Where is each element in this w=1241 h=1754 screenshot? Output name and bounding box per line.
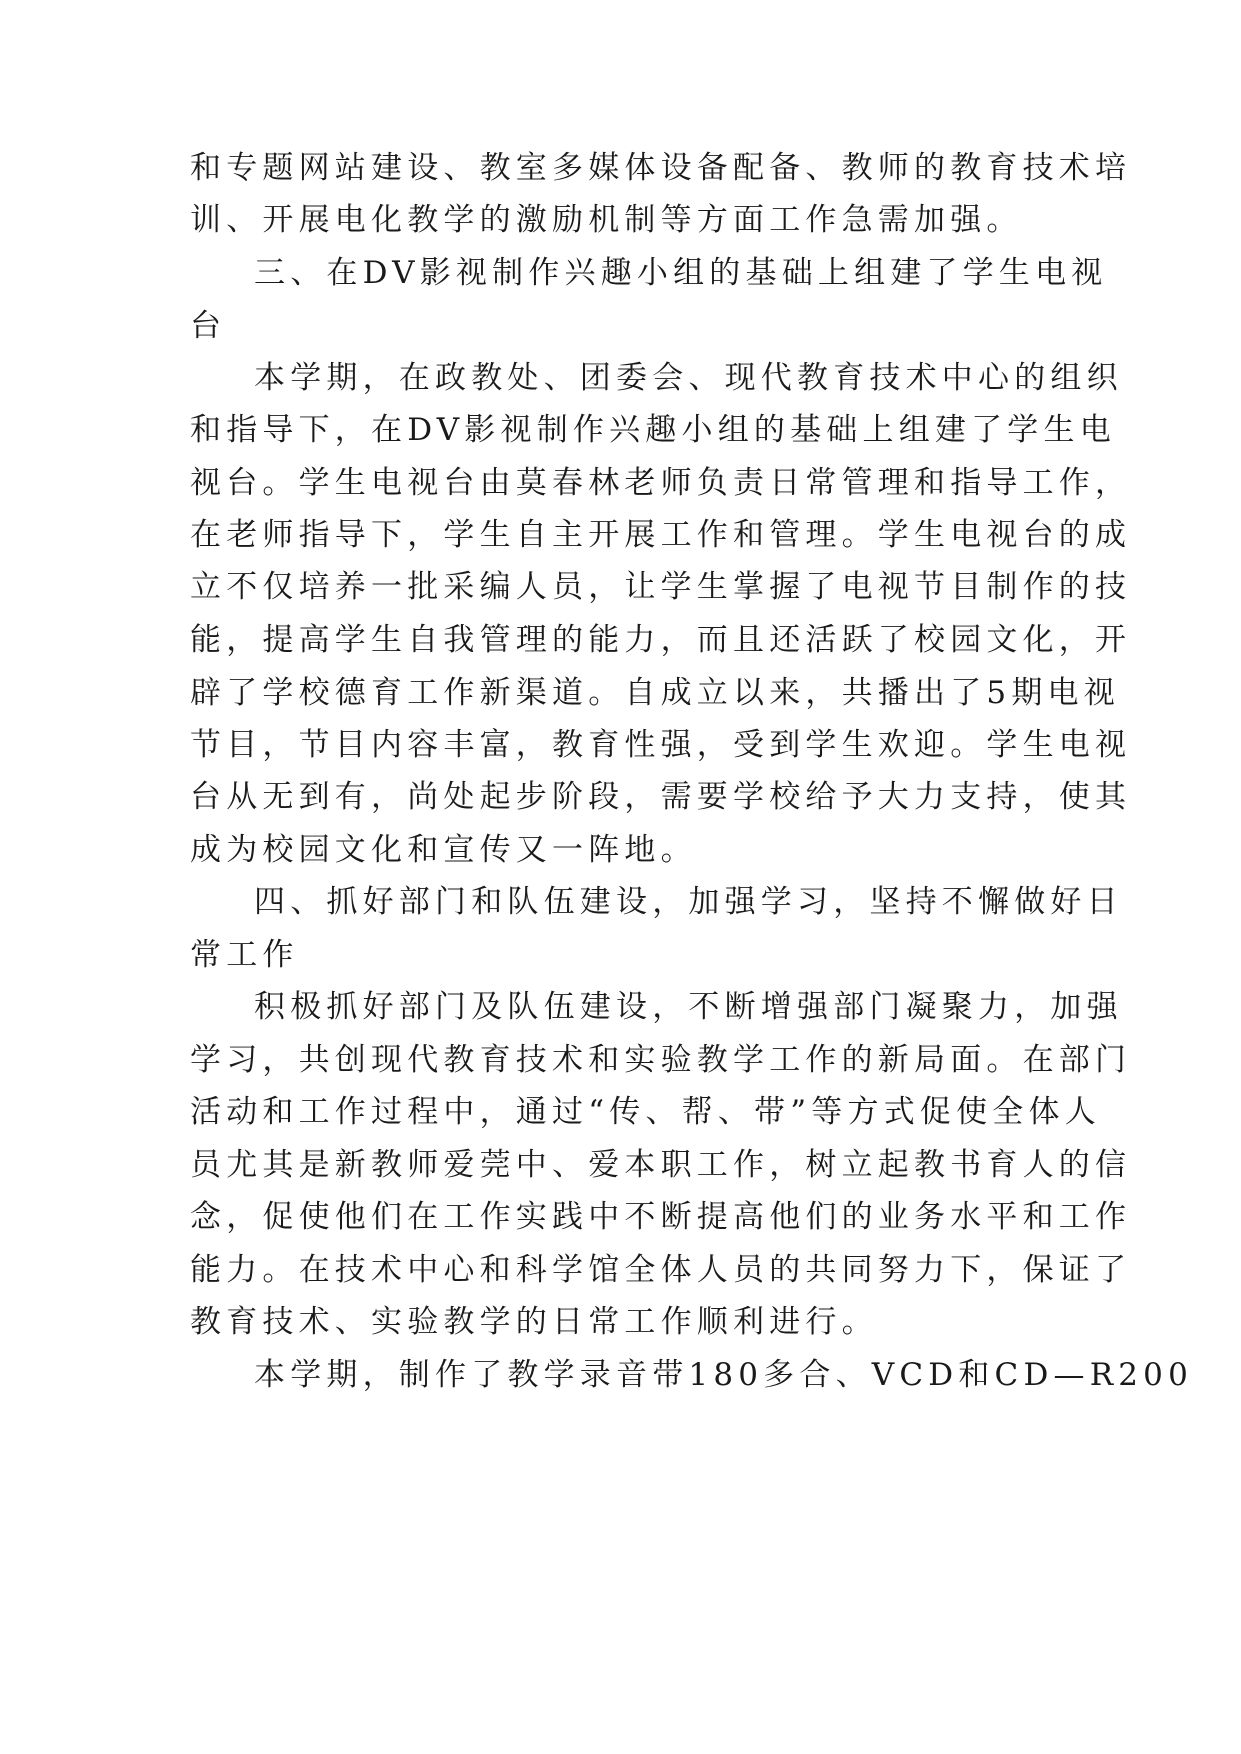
text-line-7: 视台。学生电视台由莫春林老师负责日常管理和指导工作， (190, 465, 1132, 501)
text-line-23: 教育技术、实验教学的日常工作顺利进行。 (190, 1304, 878, 1340)
text-line-8: 在老师指导下，学生自主开展工作和管理。学生电视台的成 (190, 517, 1132, 553)
text-line-20: 员尤其是新教师爱莞中、爱本职工作，树立起教书育人的信 (190, 1147, 1132, 1183)
section-heading-4-line-1: 四、抓好部门和队伍建设，加强学习，坚持不懈做好日 (254, 884, 1123, 920)
text-line-9: 立不仅培养一批采编人员，让学生掌握了电视节目制作的技 (190, 569, 1132, 605)
text-line-22: 能力。在技术中心和科学馆全体人员的共同努力下，保证了 (190, 1252, 1132, 1288)
text-line-17: 积极抓好部门及队伍建设，不断增强部门凝聚力，加强 (254, 989, 1123, 1025)
text-line-6: 和指导下，在DV影视制作兴趣小组的基础上组建了学生电 (190, 412, 1116, 448)
text-line-19: 活动和工作过程中，通过“传、帮、带”等方式促使全体人 (190, 1094, 1101, 1130)
text-line-10: 能，提高学生自我管理的能力，而且还活跃了校园文化，开 (190, 622, 1132, 658)
section-heading-3-line-2: 台 (190, 308, 227, 344)
text-line-12: 节目，节目内容丰富，教育性强，受到学生欢迎。学生电视 (190, 727, 1132, 763)
text-line-24: 本学期，制作了教学录音带180多合、VCD和CD—R200 (254, 1357, 1194, 1393)
text-line-5: 本学期，在政教处、团委会、现代教育技术中心的组织 (254, 360, 1123, 396)
text-line-21: 念，促使他们在工作实践中不断提高他们的业务水平和工作 (190, 1199, 1132, 1235)
text-line-13: 台从无到有，尚处起步阶段，需要学校给予大力支持，使其 (190, 779, 1132, 815)
text-line-11: 辟了学校德育工作新渠道。自成立以来，共播出了5期电视 (190, 675, 1120, 711)
section-heading-3-line-1: 三、在DV影视制作兴趣小组的基础上组建了学生电视 (254, 255, 1108, 291)
text-line-2: 训、开展电化教学的激励机制等方面工作急需加强。 (190, 202, 1023, 238)
text-line-1: 和专题网站建设、教室多媒体设备配备、教师的教育技术培 (190, 150, 1132, 186)
text-line-18: 学习，共创现代教育技术和实验教学工作的新局面。在部门 (190, 1042, 1132, 1078)
text-line-14: 成为校园文化和宣传又一阵地。 (190, 832, 697, 868)
section-heading-4-line-2: 常工作 (190, 937, 299, 973)
